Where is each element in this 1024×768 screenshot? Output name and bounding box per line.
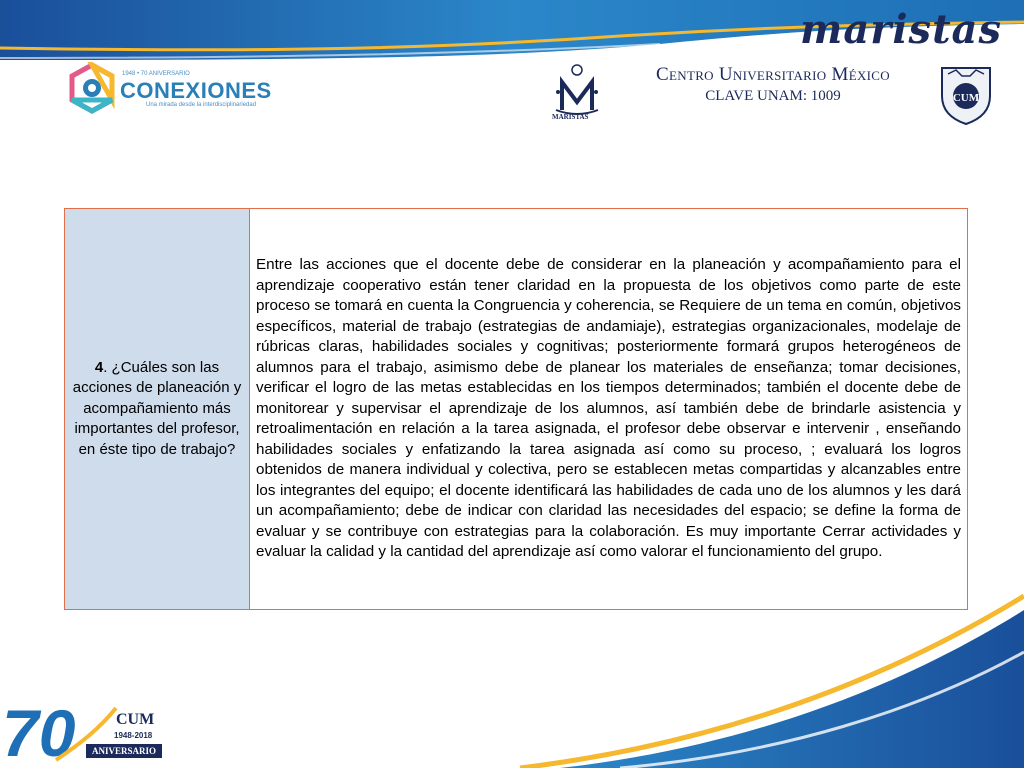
answer-text: Entre las acciones que el docente debe de considerar en la planeación y acompañamiento para el aprendizaje cooperativo están tener claridad en la propuesta de los objetivos como parte de este proceso se tomará en cuenta la Congruencia y coherencia, se Requiere de un tema en común, objetivos específicos, material de trabajo (estrategias de andamiaje), estrategias organizacionales, modelaje de rúbricas claras, habilidades sociales y cognitivas; posteriormente formará grupos heterogéneos de alumnos para el trabajo, asimismo debe de planear los materiales de enseñanza; tomar decisiones, verificar el logro de las metas establecidas en los tiempos determinados; también el docente debe de monitorear y supervisar el aprendizaje de los alumnos, así también debe de brindarle asistencia y retroalimentación en relación a la tarea asignada, el profesor debe observar e intervenir , enseñando habilidades sociales y enfatizando la tarea asignada así como su proceso, ; evaluará los logros obtenidos de manera individual y colectiva, pero se establecen metas compartidas y alcanzables entre los integrantes del equipo; el docente identificará las habilidades de cada uno de los alumnos y les dará un acompañamiento; debe de indicar con claridad las necesidades del espacio; se define la forma de evaluar y se contribuye con estrategias para la colaboración. Es muy importante Cerrar actividades y evaluar la calidad y la cantidad del aprendizaje así como valorar el funcionamiento del grupo. xyxy=(256,256,961,561)
answer-cell xyxy=(250,209,968,610)
anniversary-number: 70 xyxy=(2,696,76,766)
cum-mark: CUM xyxy=(116,711,155,728)
question-cell xyxy=(65,209,250,610)
conexiones-title: CONEXIONES xyxy=(120,78,272,103)
conexiones-network-icon xyxy=(66,62,118,114)
institution-name: Centro Universitario México xyxy=(656,64,890,85)
maristas-script-logo: maristas xyxy=(800,6,1002,53)
table-row xyxy=(65,209,968,610)
content-table xyxy=(64,208,968,610)
anniversary-label: ANIVERSARIO xyxy=(91,746,157,756)
conexiones-anniversary-text: 1948 • 70 ANIVERSARIO xyxy=(122,71,190,77)
maristas-label: MARISTAS xyxy=(552,113,589,121)
anniversary-years: 1948-2018 xyxy=(114,731,153,740)
anniversary-70-logo xyxy=(0,694,170,766)
institution-header xyxy=(620,64,926,105)
conexiones-logo xyxy=(66,62,272,118)
question-number: 4 xyxy=(94,358,104,376)
cum-seal-icon xyxy=(938,62,994,126)
seal-text: CUM xyxy=(952,92,980,104)
conexiones-subtitle: Una mirada desde la interdisciplinariedad xyxy=(146,102,257,108)
institution-clave: CLAVE UNAM: 1009 xyxy=(705,88,841,104)
question-text: . ¿Cuáles son las acciones de planeación y acompañamiento más importantes del profesor, en éste tipo de trabajo? xyxy=(72,358,242,458)
